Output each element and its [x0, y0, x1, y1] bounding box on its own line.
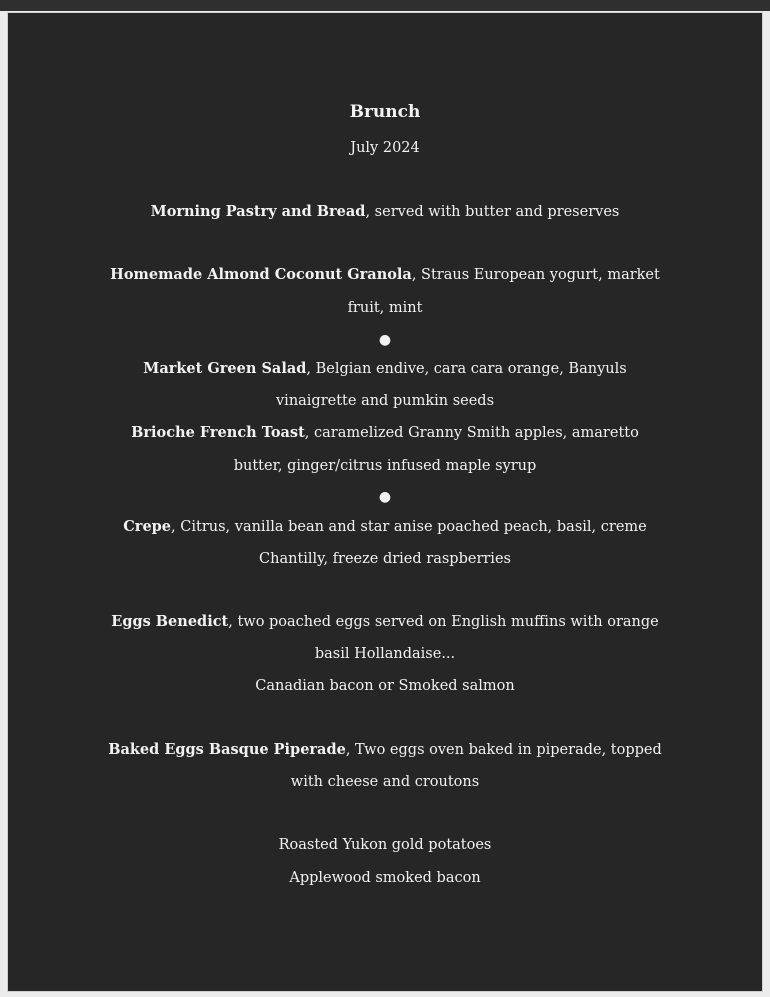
menu-item-description-cont: fruit, mint [347, 300, 423, 316]
menu-item-crepe [8, 516, 762, 538]
menu-item-description-cont: with cheese and croutons [290, 774, 480, 790]
side-item: Applewood smoked bacon [289, 870, 481, 886]
menu-item-description: , Citrus, vanilla bean and star anise poached peach, basil, creme [171, 519, 647, 535]
menu-item-eggs-benedict [8, 611, 762, 633]
menu-item-name: Brioche French Toast [131, 424, 305, 441]
menu-item-description: , Belgian endive, cara cara orange, Banyuls [306, 361, 627, 377]
menu-item-option: Canadian bacon or Smoked salmon [255, 678, 515, 694]
window-top-bar [0, 0, 770, 11]
menu-item-name: Crepe [123, 518, 172, 535]
menu-item-description-cont: butter, ginger/citrus infused maple syrup [233, 458, 537, 474]
menu-item-description: , Two eggs oven baked in piperade, topped [345, 742, 662, 758]
menu-date: July 2024 [350, 140, 420, 156]
menu-item-salad [8, 358, 762, 380]
menu-page [7, 12, 763, 992]
menu-item-name: Homemade Almond Coconut Granola [110, 266, 412, 283]
menu-item-description-cont: basil Hollandaise... [314, 646, 456, 662]
menu-item-name: Eggs Benedict [111, 613, 229, 630]
menu-item-french-toast [8, 422, 762, 444]
side-item: Roasted Yukon gold potatoes [278, 837, 492, 853]
menu-item-description: , caramelized Granny Smith apples, amaretto [304, 425, 639, 441]
page-title: Brunch [349, 102, 421, 122]
separator-dot: ● [378, 489, 392, 505]
menu-item-description-cont: Chantilly, freeze dried raspberries [259, 551, 511, 567]
menu-item-description: , Straus European yogurt, market [411, 267, 660, 283]
menu-item-piperade [8, 739, 762, 761]
menu-item-name: Morning Pastry and Bread [150, 203, 366, 220]
menu-item-description: , two poached eggs served on English muffins with orange [228, 614, 659, 630]
menu-item-description: , served with butter and preserves [365, 204, 620, 220]
menu-item-pastry [8, 201, 762, 223]
menu-item-granola [8, 264, 762, 286]
menu-item-name: Market Green Salad [143, 360, 307, 377]
separator-dot: ● [378, 332, 392, 348]
menu-item-name: Baked Eggs Basque Piperade [108, 741, 346, 758]
menu-item-description-cont: vinaigrette and pumkin seeds [275, 393, 495, 409]
